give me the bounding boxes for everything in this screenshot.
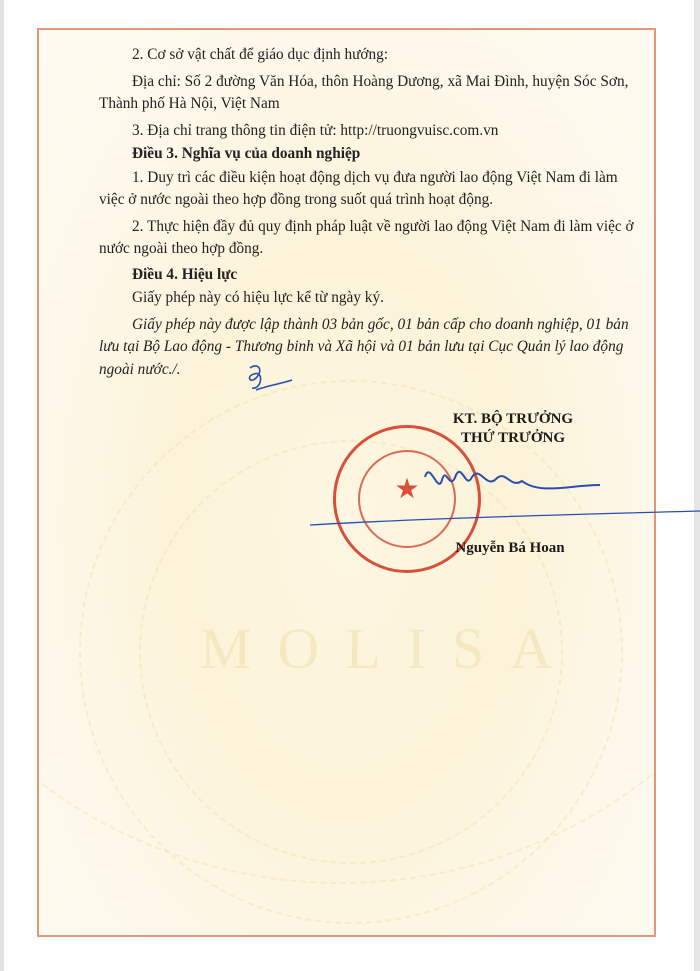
paragraph: Giấy phép này được lập thành 03 bản gốc, 01 bản cấp cho doanh nghiệp, 01 bản lưu tại Bộ Lao động - Thương binh và Xã hội và 01 bản lưu tại Cục Quản lý lao động ngoài nước./. [99, 315, 629, 378]
star-icon: ★ [394, 474, 420, 505]
signer-name: Nguyễn Bá Hoan [455, 540, 565, 556]
paragraph: 2. Cơ sở vật chất để giáo dục định hướng: [132, 46, 389, 63]
initial-mark-icon [236, 360, 296, 396]
paragraph: 2. Thực hiện đầy đủ quy định pháp luật về người lao động Việt Nam đi làm việc ở nước ngoài theo hợp đồng. [99, 217, 634, 257]
paragraph: 1. Duy trì các điều kiện hoạt động dịch vụ đưa người lao động Việt Nam đi làm việc ở nước ngoài theo hợp đồng trong suốt quá trình hoạt động. [99, 168, 618, 208]
signer-subtitle: THỨ TRƯỞNG [460, 430, 566, 446]
paragraph: 3. Địa chỉ trang thông tin điện tử: http://truongvuisc.com.vn [132, 121, 499, 139]
paragraph: Địa chỉ: Số 2 đường Văn Hóa, thôn Hoàng Dương, xã Mai Đình, huyện Sóc Sơn, Thành phố Hà Nội, Việt Nam [99, 72, 629, 112]
signature-ink [310, 455, 700, 535]
article-heading: Điều 4. Hiệu lực [132, 265, 238, 283]
viewer-left-edge [0, 0, 4, 971]
paragraph: Giấy phép này có hiệu lực kể từ ngày ký. [132, 289, 384, 306]
document-body [99, 44, 639, 381]
watermark-text: MOLISA [199, 616, 579, 681]
article-heading: Điều 3. Nghĩa vụ của doanh nghiệp [132, 145, 361, 162]
signer-title: KT. BỘ TRƯỞNG [452, 411, 574, 427]
